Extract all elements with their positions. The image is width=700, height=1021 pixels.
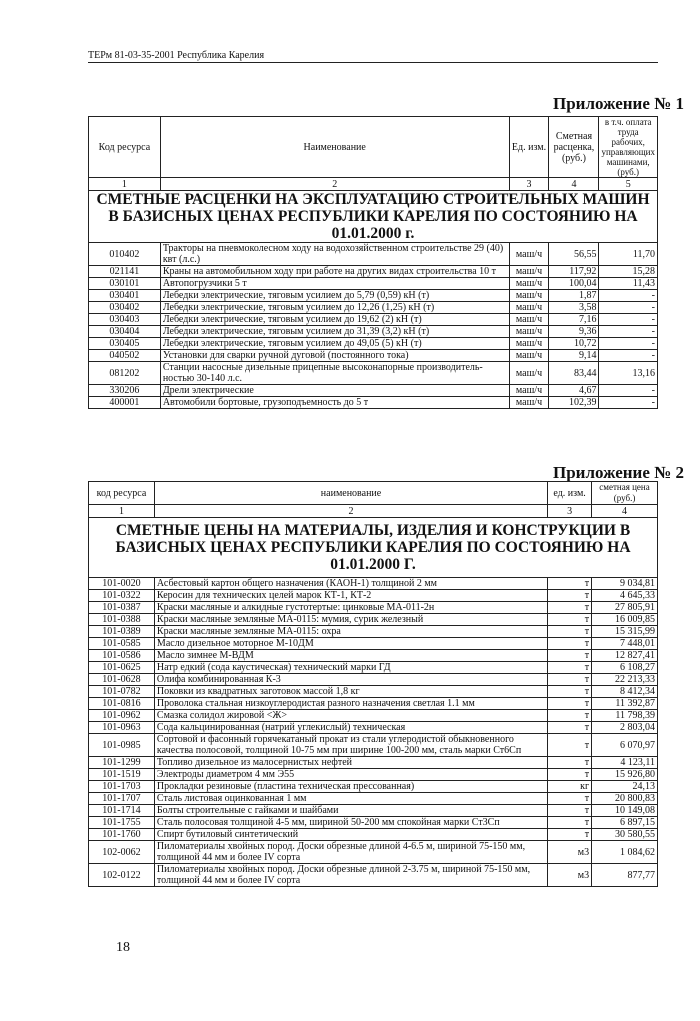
table-row — [89, 686, 658, 698]
unit-of-measure: маш/ч — [509, 266, 549, 278]
resource-code: 101-1707 — [89, 793, 155, 805]
material-name: Краски масляные земляные МА-0115: мумия, сурик железный — [154, 614, 547, 626]
estimated-price: 7 448,01 — [592, 638, 658, 650]
resource-code: 010402 — [89, 243, 161, 266]
unit-of-measure: т — [548, 674, 592, 686]
estimated-price: 20 800,83 — [592, 793, 658, 805]
unit-of-measure: т — [548, 734, 592, 757]
unit-of-measure: маш/ч — [509, 278, 549, 290]
estimated-price: 11 798,39 — [592, 710, 658, 722]
unit-of-measure: т — [548, 614, 592, 626]
column-header-code: код ресурса — [89, 482, 155, 505]
material-name: Спирт бутиловый синтетический — [154, 829, 547, 841]
machines-table — [88, 116, 658, 409]
estimated-price: 83,44 — [549, 362, 599, 385]
estimated-price: 15 315,99 — [592, 626, 658, 638]
table-row — [89, 326, 658, 338]
estimated-price: 100,04 — [549, 278, 599, 290]
estimated-price: 102,39 — [549, 397, 599, 409]
column-number: 3 — [548, 505, 592, 518]
material-name: Натр едкий (сода каустическая) технический марки ГД — [154, 662, 547, 674]
table-row — [89, 734, 658, 757]
estimated-price: 16 009,85 — [592, 614, 658, 626]
column-number: 4 — [549, 178, 599, 191]
estimated-price: 12 827,41 — [592, 650, 658, 662]
table-row — [89, 757, 658, 769]
resource-code: 030403 — [89, 314, 161, 326]
resource-code: 330206 — [89, 385, 161, 397]
resource-name: Тракторы на пневмоколесном ходу на водохозяйственном строительстве 29 (40) квт (л.с.) — [160, 243, 509, 266]
material-name: Сортовой и фасонный горячекатаный прокат из стали углеродистой обыкновенного качества полосовой, толщиной 10-75 мм при ширине 100-200 мм, сталь марки Ст6Сп — [154, 734, 547, 757]
unit-of-measure: т — [548, 805, 592, 817]
unit-of-measure: т — [548, 757, 592, 769]
material-name: Топливо дизельное из малосернистых нефтей — [154, 757, 547, 769]
table-row — [89, 841, 658, 864]
resource-code: 030401 — [89, 290, 161, 302]
unit-of-measure: маш/ч — [509, 350, 549, 362]
unit-of-measure: маш/ч — [509, 326, 549, 338]
estimated-price: 4 123,11 — [592, 757, 658, 769]
resource-code: 081202 — [89, 362, 161, 385]
unit-of-measure: маш/ч — [509, 397, 549, 409]
table-row — [89, 722, 658, 734]
estimated-price: 9,36 — [549, 326, 599, 338]
resource-code: 102-0062 — [89, 841, 155, 864]
column-number: 2 — [154, 505, 547, 518]
resource-name: Установки для сварки ручной дуговой (постоянного тока) — [160, 350, 509, 362]
material-name: Сталь листовая оцинкованная 1 мм — [154, 793, 547, 805]
estimated-price: 24,13 — [592, 781, 658, 793]
estimated-price: 6 108,27 — [592, 662, 658, 674]
column-header-unit: ед. изм. — [548, 482, 592, 505]
resource-name: Лебедки электрические, тяговым усилием до 12,26 (1,25) кН (т) — [160, 302, 509, 314]
column-header-unit: Ед. изм. — [509, 117, 549, 178]
appendix-1-title: Приложение № 1 — [553, 94, 684, 113]
resource-name: Краны на автомобильном ходу при работе на других видах строительства 10 т — [160, 266, 509, 278]
material-name: Асбестовый картон общего назначения (КАОН-1) толщиной 2 мм — [154, 578, 547, 590]
resource-code: 040502 — [89, 350, 161, 362]
labor-cost: - — [599, 350, 658, 362]
material-name: Пиломатериалы хвойных пород. Доски обрезные длиной 4-6.5 м, шириной 75-150 мм, толщиной 44 мм и более IV сорта — [154, 841, 547, 864]
resource-name: Автопогрузчики 5 т — [160, 278, 509, 290]
table-row — [89, 614, 658, 626]
table-row — [89, 781, 658, 793]
resource-name: Дрели электрические — [160, 385, 509, 397]
column-header-labor: в т.ч. оплата труда рабочих, управляющих машинами, (руб.) — [599, 117, 658, 178]
resource-name: Станции насосные дизельные прицепные высоконапорные производитель-ностью 30-140 л.с. — [160, 362, 509, 385]
table-row — [89, 243, 658, 266]
resource-code: 400001 — [89, 397, 161, 409]
labor-cost: - — [599, 302, 658, 314]
estimated-price: 30 580,55 — [592, 829, 658, 841]
table-row — [89, 397, 658, 409]
resource-code: 101-0586 — [89, 650, 155, 662]
unit-of-measure: кг — [548, 781, 592, 793]
labor-cost: - — [599, 385, 658, 397]
resource-name: Лебедки электрические, тяговым усилием до 19,62 (2) кН (т) — [160, 314, 509, 326]
unit-of-measure: маш/ч — [509, 290, 549, 302]
estimated-price: 3,58 — [549, 302, 599, 314]
estimated-price: 1 084,62 — [592, 841, 658, 864]
unit-of-measure: маш/ч — [509, 362, 549, 385]
column-number: 1 — [89, 178, 161, 191]
resource-name: Лебедки электрические, тяговым усилием до 5,79 (0,59) кН (т) — [160, 290, 509, 302]
table-row — [89, 314, 658, 326]
unit-of-measure: т — [548, 769, 592, 781]
table-row — [89, 817, 658, 829]
resource-code: 030101 — [89, 278, 161, 290]
estimated-price: 6 897,15 — [592, 817, 658, 829]
estimated-price: 27 805,91 — [592, 602, 658, 614]
estimated-price: 7,16 — [549, 314, 599, 326]
material-name: Масло зимнее М-ВДМ — [154, 650, 547, 662]
resource-code: 030405 — [89, 338, 161, 350]
resource-code: 101-0816 — [89, 698, 155, 710]
resource-code: 102-0122 — [89, 864, 155, 887]
unit-of-measure: маш/ч — [509, 243, 549, 266]
labor-cost: 11,43 — [599, 278, 658, 290]
estimated-price: 1,87 — [549, 290, 599, 302]
estimated-price: 8 412,34 — [592, 686, 658, 698]
column-number: 2 — [160, 178, 509, 191]
table-row — [89, 829, 658, 841]
labor-cost: 15,28 — [599, 266, 658, 278]
estimated-price: 11 392,87 — [592, 698, 658, 710]
column-number: 5 — [599, 178, 658, 191]
resource-name: Лебедки электрические, тяговым усилием до 49,05 (5) кН (т) — [160, 338, 509, 350]
resource-name: Лебедки электрические, тяговым усилием до 31,39 (3,2) кН (т) — [160, 326, 509, 338]
estimated-price: 56,55 — [549, 243, 599, 266]
unit-of-measure: маш/ч — [509, 338, 549, 350]
column-number: 3 — [509, 178, 549, 191]
material-name: Прокладки резиновые (пластина техническая прессованная) — [154, 781, 547, 793]
column-number: 4 — [592, 505, 658, 518]
table-row — [89, 590, 658, 602]
estimated-price: 4 645,33 — [592, 590, 658, 602]
table-row — [89, 638, 658, 650]
resource-code: 021141 — [89, 266, 161, 278]
table-row — [89, 290, 658, 302]
resource-code: 101-0585 — [89, 638, 155, 650]
appendix-2-title: Приложение № 2 — [553, 463, 684, 482]
resource-code: 101-1760 — [89, 829, 155, 841]
resource-code: 101-1714 — [89, 805, 155, 817]
resource-code: 101-0985 — [89, 734, 155, 757]
unit-of-measure: т — [548, 626, 592, 638]
table-row — [89, 793, 658, 805]
material-name: Масло дизельное моторное М-10ДМ — [154, 638, 547, 650]
labor-cost: - — [599, 338, 658, 350]
table-row — [89, 710, 658, 722]
material-name: Проволока стальная низкоуглеродистая разного назначения светлая 1.1 мм — [154, 698, 547, 710]
material-name: Керосин для технических целей марок КТ-1, КТ-2 — [154, 590, 547, 602]
resource-code: 101-0962 — [89, 710, 155, 722]
unit-of-measure: т — [548, 710, 592, 722]
unit-of-measure: т — [548, 829, 592, 841]
estimated-price: 10,72 — [549, 338, 599, 350]
table-row — [89, 350, 658, 362]
unit-of-measure: маш/ч — [509, 314, 549, 326]
table-row — [89, 362, 658, 385]
document-header: ТЕРм 81-03-35-2001 Республика Карелия — [88, 50, 265, 61]
table-row — [89, 602, 658, 614]
unit-of-measure: м3 — [548, 841, 592, 864]
labor-cost: - — [599, 326, 658, 338]
table-row — [89, 278, 658, 290]
resource-code: 101-0389 — [89, 626, 155, 638]
material-name: Поковки из квадратных заготовок массой 1,8 кг — [154, 686, 547, 698]
estimated-price: 10 149,08 — [592, 805, 658, 817]
estimated-price: 6 070,97 — [592, 734, 658, 757]
material-name: Олифа комбинированная К-3 — [154, 674, 547, 686]
page-number: 18 — [116, 940, 130, 955]
estimated-price: 117,92 — [549, 266, 599, 278]
unit-of-measure: т — [548, 817, 592, 829]
material-name: Пиломатериалы хвойных пород. Доски обрезные длиной 2-3.75 м, шириной 75-150 мм, толщиной 44 мм и более IV сорта — [154, 864, 547, 887]
resource-code: 101-1755 — [89, 817, 155, 829]
estimated-price: 4,67 — [549, 385, 599, 397]
estimated-price: 9,14 — [549, 350, 599, 362]
unit-of-measure: т — [548, 698, 592, 710]
table-row — [89, 769, 658, 781]
table-row — [89, 578, 658, 590]
unit-of-measure: т — [548, 686, 592, 698]
table-row — [89, 338, 658, 350]
table-row — [89, 698, 658, 710]
resource-code: 101-1703 — [89, 781, 155, 793]
resource-name: Автомобили бортовые, грузоподъемность до 5 т — [160, 397, 509, 409]
labor-cost: - — [599, 397, 658, 409]
table-row — [89, 385, 658, 397]
estimated-price: 15 926,80 — [592, 769, 658, 781]
table-row — [89, 626, 658, 638]
unit-of-measure: маш/ч — [509, 302, 549, 314]
material-name: Смазка солидол жировой <Ж> — [154, 710, 547, 722]
table-row — [89, 266, 658, 278]
table-row — [89, 864, 658, 887]
resource-code: 101-1519 — [89, 769, 155, 781]
resource-code: 101-0322 — [89, 590, 155, 602]
column-header-price: сметная цена (руб.) — [592, 482, 658, 505]
column-header-name: наименование — [154, 482, 547, 505]
unit-of-measure: маш/ч — [509, 385, 549, 397]
unit-of-measure: т — [548, 638, 592, 650]
unit-of-measure: т — [548, 793, 592, 805]
section-title: СМЕТНЫЕ РАСЦЕНКИ НА ЭКСПЛУАТАЦИЮ СТРОИТЕЛЬНЫХ МАШИН В БАЗИСНЫХ ЦЕНАХ РЕСПУБЛИКИ КАРЕЛИЯ ПО СОСТОЯНИЮ НА 01.01.2000 г. — [89, 191, 658, 243]
table-row — [89, 805, 658, 817]
material-name: Краски масляные земляные МА-0115: охра — [154, 626, 547, 638]
column-header-code: Код ресурса — [89, 117, 161, 178]
unit-of-measure: т — [548, 650, 592, 662]
resource-code: 030404 — [89, 326, 161, 338]
column-header-name: Наименование — [160, 117, 509, 178]
column-number: 1 — [89, 505, 155, 518]
resource-code: 101-0625 — [89, 662, 155, 674]
unit-of-measure: м3 — [548, 864, 592, 887]
resource-code: 101-1299 — [89, 757, 155, 769]
material-name: Электроды диаметром 4 мм Э55 — [154, 769, 547, 781]
header-divider — [88, 62, 658, 63]
labor-cost: - — [599, 290, 658, 302]
resource-code: 101-0782 — [89, 686, 155, 698]
labor-cost: - — [599, 314, 658, 326]
labor-cost: 13,16 — [599, 362, 658, 385]
table-row — [89, 674, 658, 686]
resource-code: 101-0963 — [89, 722, 155, 734]
material-name: Сталь полосовая толщиной 4-5 мм, шириной 50-200 мм спокойная марки Ст3Сп — [154, 817, 547, 829]
estimated-price: 877,77 — [592, 864, 658, 887]
section-title: СМЕТНЫЕ ЦЕНЫ НА МАТЕРИАЛЫ, ИЗДЕЛИЯ И КОНСТРУКЦИИ В БАЗИСНЫХ ЦЕНАХ РЕСПУБЛИКИ КАРЕЛИЯ ПО СОСТОЯНИЮ НА 01.01.2000 Г. — [89, 518, 658, 578]
unit-of-measure: т — [548, 602, 592, 614]
resource-code: 030402 — [89, 302, 161, 314]
resource-code: 101-0020 — [89, 578, 155, 590]
estimated-price: 9 034,81 — [592, 578, 658, 590]
material-name: Сода кальцинированная (натрий углекислый) техническая — [154, 722, 547, 734]
material-name: Краски масляные и алкидные густотертые: цинковые МА-011-2н — [154, 602, 547, 614]
table-row — [89, 662, 658, 674]
unit-of-measure: т — [548, 578, 592, 590]
resource-code: 101-0388 — [89, 614, 155, 626]
material-name: Болты строительные с гайками и шайбами — [154, 805, 547, 817]
unit-of-measure: т — [548, 662, 592, 674]
estimated-price: 2 803,04 — [592, 722, 658, 734]
unit-of-measure: т — [548, 590, 592, 602]
resource-code: 101-0628 — [89, 674, 155, 686]
estimated-price: 22 213,33 — [592, 674, 658, 686]
table-row — [89, 302, 658, 314]
resource-code: 101-0387 — [89, 602, 155, 614]
column-header-price: Сметная расценка, (руб.) — [549, 117, 599, 178]
labor-cost: 11,70 — [599, 243, 658, 266]
materials-table — [88, 481, 658, 887]
unit-of-measure: т — [548, 722, 592, 734]
table-row — [89, 650, 658, 662]
